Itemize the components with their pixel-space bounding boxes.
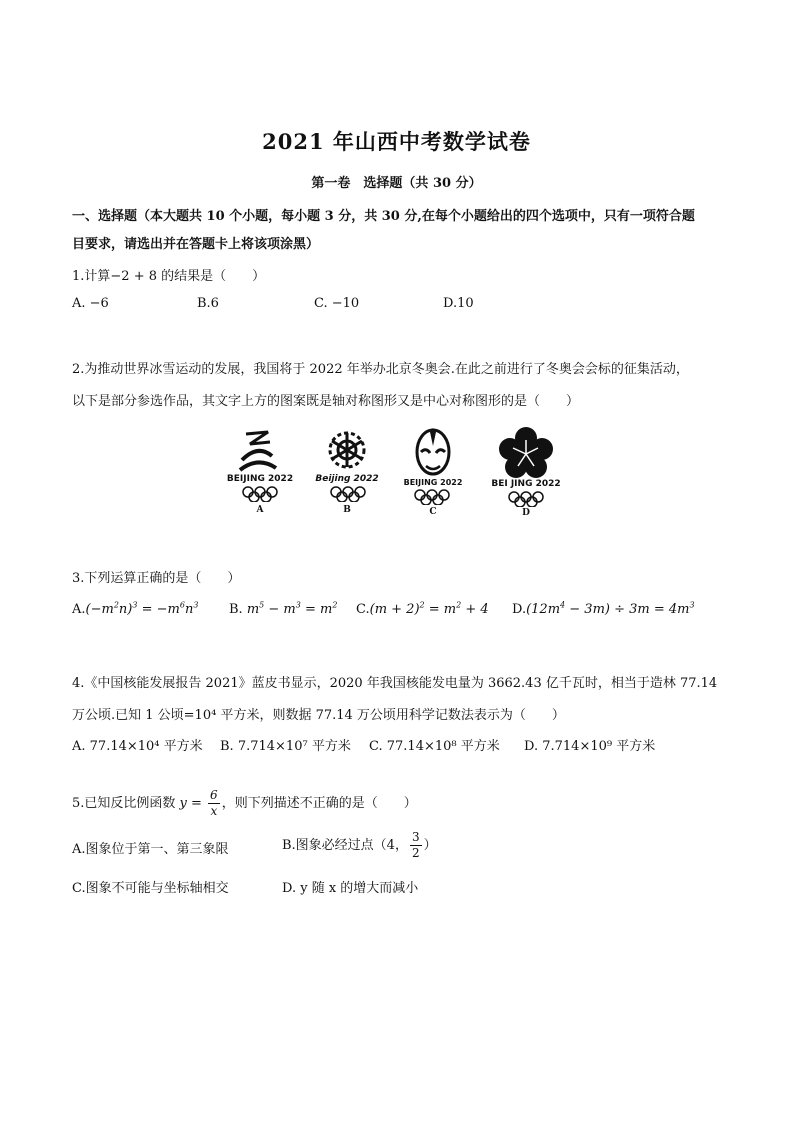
q4-option-a: A. 77.14×10⁴ 平方米 bbox=[72, 739, 203, 754]
q4-option-b: B. 7.714×10⁷ 平方米 bbox=[220, 739, 351, 754]
q3-option-b: B. $m^5 - m^3 = m^2$ bbox=[229, 600, 338, 617]
q1-stem: 1.计算−2 + 8 的结果是（ ） bbox=[72, 269, 266, 284]
q4-option-d: D. 7.714×10⁹ 平方米 bbox=[524, 739, 656, 754]
olympic-rings-icon bbox=[328, 486, 372, 502]
logo-d-flower-image bbox=[498, 426, 554, 478]
logo-c-opera-mask-image bbox=[410, 426, 456, 482]
q4-stem-line-1: 4.《中国核能发展报告 2021》蓝皮书显示，2020 年我国核能发电量为 3662.43 亿千瓦时，相当于造林 77.14 bbox=[72, 676, 718, 691]
q4-stem-line-2: 万公顷.已知 1 公顷=10⁴ 平方米，则数据 77.14 万公顷用科学记数法表示为（ ） bbox=[72, 708, 565, 723]
logo-b-letter: B bbox=[343, 505, 351, 515]
logo-c-letter: C bbox=[429, 507, 437, 517]
q1-option-b: B.6 bbox=[197, 296, 219, 311]
q4-option-c: C. 77.14×10⁸ 平方米 bbox=[369, 739, 500, 754]
q5-option-a: A.图象位于第一、第三象限 bbox=[72, 842, 229, 857]
logo-a-text: BEIJING 2022 bbox=[226, 474, 294, 484]
q2-stem-line-1: 2.为推动世界冰雪运动的发展，我国将于 2022 年举办北京冬奥会.在此之前进行了冬奥会会标的征集活动， bbox=[72, 362, 689, 377]
section-title: 第一卷 选择题（共 30 分） bbox=[311, 176, 482, 191]
page-title: 2021 年山西中考数学试卷 bbox=[262, 129, 531, 154]
q3-option-a: $A.(-m^2n)^3 = -m^6n^3$ bbox=[72, 600, 199, 617]
logo-d-letter: D bbox=[522, 508, 530, 518]
q3-option-c: $C.(m + 2)^2 = m^2 + 4$ bbox=[356, 600, 489, 617]
q2-stem-line-2: 以下是部分参选作品，其文字上方的图案既是轴对称图形又是中心对称图形的是（ ） bbox=[72, 394, 580, 409]
fraction-3-over-2: $\frac{3}{2}$ bbox=[411, 830, 420, 860]
q5-stem: 5.已知反比例函数 y = $\frac{6}{x}$ ，则下列描述不正确的是（ ） bbox=[72, 788, 417, 818]
olympic-rings-icon bbox=[506, 491, 550, 507]
q5-option-d: D. y 随 x 的增大而减小 bbox=[282, 881, 419, 896]
q3-option-d: $D.(12m^4 - 3m) \div 3m = 4m^3$ bbox=[512, 600, 695, 617]
logo-c-text: BEIJING 2022 bbox=[403, 478, 463, 487]
q3-stem: 3.下列运算正确的是（ ） bbox=[72, 571, 241, 586]
instructions-line-1: 一、选择题（本大题共 10 个小题，每小题 3 分，共 30 分,在每个小题给出的四个选项中，只有一项符合题 bbox=[72, 209, 695, 224]
logo-a-letter: A bbox=[256, 505, 264, 515]
instructions-line-2: 目要求，请选出并在答题卡上将该项涂黑） bbox=[72, 237, 320, 252]
q5-option-c: C.图象不可能与坐标轴相交 bbox=[72, 881, 229, 896]
logo-b-snowflake-image bbox=[322, 428, 372, 474]
logo-d-text: BEI JING 2022 bbox=[491, 479, 561, 489]
q1-option-a: A. −6 bbox=[72, 296, 109, 311]
olympic-rings-icon bbox=[412, 489, 456, 505]
q5-option-b: B.图象必经过点（4， $\frac{3}{2}$ ） bbox=[282, 830, 437, 860]
q1-option-d: D.10 bbox=[443, 296, 474, 311]
q1-option-c: C. −10 bbox=[314, 296, 360, 311]
olympic-rings-icon bbox=[240, 486, 284, 502]
logo-b-text: Beijing 2022 bbox=[315, 474, 379, 484]
fraction-6-over-x: $\frac{6}{x}$ bbox=[210, 788, 218, 818]
